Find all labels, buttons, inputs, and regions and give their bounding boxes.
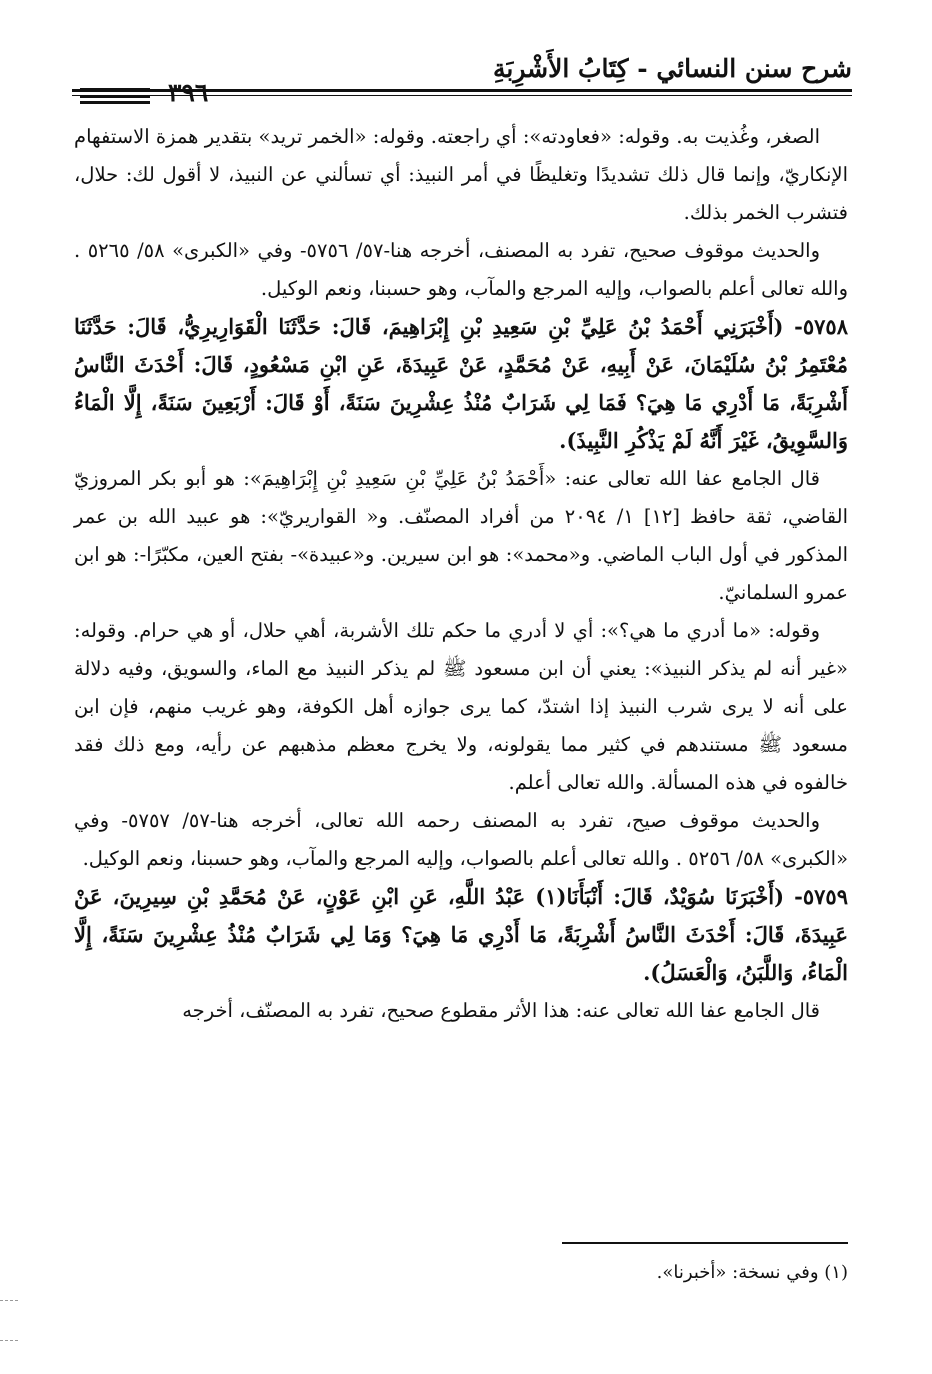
footnote: (١) وفي نسخة: «أخبرنا». bbox=[656, 1262, 848, 1283]
footnote-separator bbox=[562, 1242, 848, 1244]
scan-margin-mark bbox=[0, 1300, 18, 1301]
paragraph-commentary: الصغر، وغُذيت به. وقوله: «فعاودته»: أي راجعته. وقوله: «الخمر تريد» بتقدير همزة الاستفهام الإنكاريّ، وإنما قال ذلك تشديدًا وتغليظًا في أمر النبيذ: أي تسألني عن النبيذ، لا أقول لك: حلال، فتشرب الخمر بذلك. bbox=[74, 125, 848, 224]
paragraph-takhrij: والحديث موقوف صحيح، تفرد به المصنف، أخرجه هنا-٥٧/ ٥٧٥٦- وفي «الكبرى» ٥٨/ ٥٢٦٥ . والله تعالى أعلم بالصواب، وإليه المرجع والمآب، وهو حسبنا، ونعم الوكيل. bbox=[74, 239, 848, 300]
page-number-ornament bbox=[80, 88, 150, 91]
body-text bbox=[74, 118, 848, 1030]
paragraph-commentary-2: قال الجامع عفا الله تعالى عنه: هذا الأثر مقطوع صحيح، تفرد به المصنّف، أخرجه bbox=[182, 999, 820, 1022]
paragraph-takhrij-2: والحديث موقوف صيح، تفرد به المصنف رحمه الله تعالى، أخرجه هنا-٥٧/ ٥٧٥٧- وفي «الكبرى» ٥٨/ ٥٢٥٦ . والله تعالى أعلم بالصواب، وإليه المرجع والمآب، وهو حسبنا، ونعم الوكيل. bbox=[74, 809, 848, 870]
running-header-title: شرح سنن النسائي - كِتَابُ الأَشْرِبَةِ bbox=[492, 54, 852, 83]
hadith-5758: ٥٧٥٨- (أَخْبَرَنِي أَحْمَدُ بْنُ عَلِيِّ بْنِ سَعِيدِ بْنِ إِبْرَاهِيمَ، قَالَ: حَدَّثَنَا الْقَوَارِيرِيُّ، قَالَ: حَدَّثَنَا مُعْتَمِرُ بْنُ سُلَيْمَانَ، عَنْ أَبِيهِ، عَنْ مُحَمَّدٍ، عَنْ عَبِيدَةَ، عَنِ ابْنِ مَسْعُودٍ، قَالَ: أَحْدَثَ النَّاسُ أَشْرِبَةً، مَا أَدْرِي مَا هِيَ؟ فَمَا لِي شَرَابٌ مُنْذُ عِشْرِينَ سَنَةً، أَوْ قَالَ: أَرْبَعِينَ سَنَةً، إِلَّا الْمَاءُ وَالسَّوِيقُ، غَيْرَ أَنَّهُ لَمْ يَذْكُرِ النَّبِيذَ). bbox=[74, 314, 848, 453]
paragraph-explanation: وقوله: «ما أدري ما هي؟»: أي لا أدري ما حكم تلك الأشربة، أهي حلال، أو هي حرام. وقوله: «غير أنه لم يذكر النبيذ»: يعني أن ابن مسعود ﷺ لم يذكر النبيذ مع الماء، والسويق، وفيه دلالة على أنه لا يرى شرب النبيذ إذا اشتدّ، كما يرى جوازه أهل الكوفة، وهو غريب منهم، فإن ابن مسعود ﷺ مستندهم في كثير مما يقولونه، ولا يخرج معظم مذهبهم عن رأيه، ومع ذلك فقد خالفوه في هذه المسألة. والله تعالى أعلم. bbox=[74, 619, 848, 794]
page-number-ornament bbox=[80, 95, 150, 98]
page-number-ornament bbox=[80, 101, 150, 104]
hadith-5759: ٥٧٥٩- (أَخْبَرَنَا سُوَيْدٌ، قَالَ: أَنْبَأَنَا(١) عَبْدُ اللَّهِ، عَنِ ابْنِ عَوْنٍ، عَنْ مُحَمَّدِ بْنِ سِيرِينَ، عَنْ عَبِيدَةَ، قَالَ: أَحْدَثَ النَّاسُ أَشْرِبَةً، مَا أَدْرِي مَا هِيَ؟ وَمَا لِي شَرَابٌ مُنْذُ عِشْرِينَ سَنَةً، إِلَّا الْمَاءُ، وَاللَّبَنُ، وَالْعَسَلُ). bbox=[74, 884, 848, 985]
scan-margin-mark bbox=[0, 1340, 18, 1341]
paragraph-narrators: قال الجامع عفا الله تعالى عنه: «أَحْمَدُ بْنُ عَلِيِّ بْنِ سَعِيدِ بْنِ إِبْرَاهِيمَ»: هو أبو بكر المروزيّ القاضي، ثقة حافظ [١٢] ١/ ٢٠٩٤ من أفراد المصنّف. و« القواريريّ»: هو عبيد الله بن عمر المذكور في أول الباب الماضي. و«محمد»: هو ابن سيرين. و«عبيدة»- بفتح العين، مكبّرًا-: هو ابن عمرو السلمانيّ. bbox=[74, 467, 848, 604]
page-number: ٣٩٦ bbox=[168, 78, 209, 107]
